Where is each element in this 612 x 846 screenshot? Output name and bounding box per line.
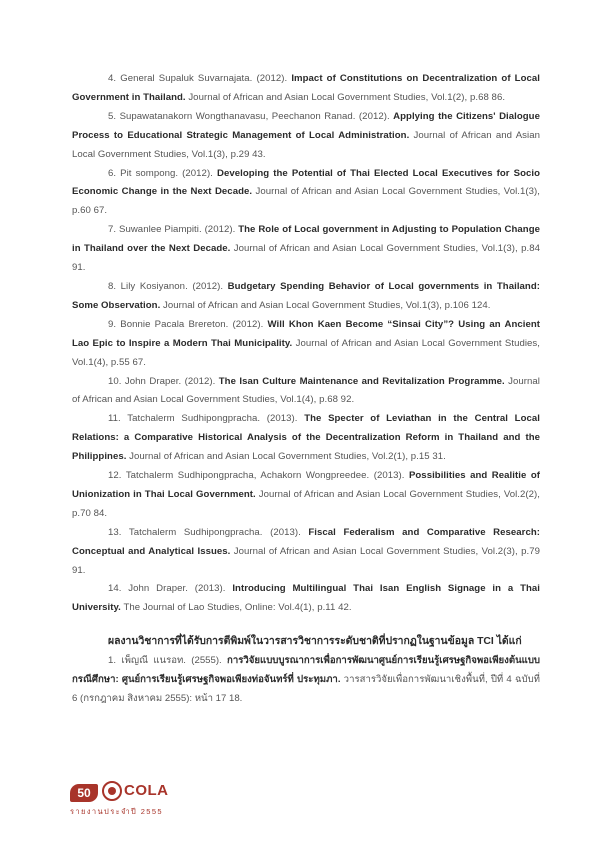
reference-lead: 6. Pit sompong. (2012). [108,167,217,179]
reference-title: The Specter of Leviathan in the Central Local Relations: a Comparative Historical Analysis of the Decentralization Reform in Thailand and the Philippines. [72,413,540,463]
reference-lead: 5. Supawatanakorn Wongthanavasu, Peechanon Ranad. (2012). [108,110,394,122]
reference-title: Fiscal Federalism and Comparative Research: Conceptual and Analytical Issues. [72,526,540,557]
reference-lead: 11. Tatchalerm Sudhipongpracha. (2013). [108,413,305,425]
reference-item [72,221,540,278]
reference-lead: 4. General Supaluk Suvarnajata. (2012). [108,73,292,84]
reference-rest: Journal of African and Asian Local Government Studies, Vol.1(4), p.68 92. [72,375,540,406]
reference-title: Possibilities and Realitie of Unionization in Thai Local Government. [72,470,540,500]
reference-rest: Journal of African and Asian Local Government Studies, Vol.1(2), p.68 86. [185,91,506,103]
reference-item [72,524,540,581]
reference-lead: 7. Suwanlee Piampiti. (2012). [108,224,239,236]
reference-item [72,108,540,165]
reference-lead: 12. Tatchalerm Sudhipongpracha, Achakorn Wongpreedee. (2013). [108,470,409,482]
document-body [72,70,540,709]
thai-reference-list [72,652,540,709]
reference-title: The Isan Culture Maintenance and Revitalization Programme. [218,375,505,387]
reference-title: Applying the Citizens' Dialogue Process to Educational Strategic Management of Local Administration. [72,110,540,141]
page-number: 50 [70,784,98,802]
footer-subtitle: รายงานประจำปี 2555 [70,807,163,816]
reference-title: Impact of Constitutions on Decentralization of Local Government in Thailand. [72,73,540,103]
reference-title: Will Khon Kaen Become “Sinsai City”? Using an Ancient Lao Epic to Inspire a Modern Thai Municipality. [72,318,540,349]
reference-rest: Journal of African and Asian Local Government Studies, Vol.1(4), p.55 67. [72,337,540,368]
reference-item [72,165,540,222]
reference-title: The Role of Local government in Adjusting to Population Change in Thailand over the Next Decade. [72,224,541,255]
reference-lead: 9. Bonnie Pacala Brereton. (2012). [108,318,268,330]
reference-lead: 1. เพ็ญณี แนรอท. (2555). [108,655,228,667]
reference-item [72,580,540,618]
reference-item [72,373,540,411]
reference-rest: Journal of African and Asian Local Government Studies, Vol.1(3), p.84 91. [72,243,540,274]
reference-rest: Journal of African and Asian Local Government Studies, Vol.1(3), p.106 124. [160,299,491,311]
reference-item [72,467,540,524]
cola-logo-text: COLA [124,782,169,799]
reference-rest: วารสารวิจัยเพื่อการพัฒนาเชิงพื้นที่, ปีที่ 4 ฉบับที่ 6 (กรกฎาคม สิงหาคม 2555): หน้า 17 18. [72,674,540,705]
reference-lead: 13. Tatchalerm Sudhipongpracha. (2013). [108,526,309,538]
reference-item [72,70,540,108]
reference-lead: 14. John Draper. (2013). [108,583,233,595]
page-footer [68,778,188,838]
reference-title: Introducing Multilingual Thai Isan English Signage in a Thai University. [72,583,540,614]
reference-rest: Journal of African and Asian Local Government Studies, Vol.2(3), p.79 91. [72,545,540,576]
reference-item [72,652,540,709]
reference-rest: The Journal of Lao Studies, Online: Vol.4(1), p.11 42. [120,602,352,614]
reference-item [72,316,540,373]
reference-rest: Journal of African and Asian Local Government Studies, Vol.1(3), p.29 43. [72,129,540,160]
reference-title: การวิจัยแบบบูรณาการเพื่อการพัฒนาศูนย์การเรียนรู้เศรษฐกิจพอเพียงต้นแบบ กรณีศึกษา: ศูนย์การเรียนรู้เศรษฐกิจพอเพียงท่อจันทร์ที่ ประทุมภา. [72,655,540,686]
reference-item [72,278,540,316]
reference-title: Budgetary Spending Behavior of Local governments in Thailand: Some Observation. [72,280,540,311]
reference-item [72,410,540,467]
reference-rest: Journal of African and Asian Local Government Studies, Vol.1(3), p.60 67. [72,186,540,217]
section-heading: ผลงานวิชาการที่ได้รับการตีพิมพ์ในวารสารวิชาการระดับชาติที่ปรากฏในฐานข้อมูล TCI ได้แก่ [108,636,522,648]
reference-lead: 10. John Draper. (2012). [108,375,219,387]
reference-rest: Journal of African and Asian Local Government Studies, Vol.2(2), p.70 84. [72,488,540,519]
reference-rest: Journal of African and Asian Local Government Studies, Vol.2(1), p.15 31. [126,451,446,463]
reference-lead: 8. Lily Kosiyanon. (2012). [108,280,228,292]
cola-logo-icon [102,781,122,801]
reference-title: Developing the Potential of Thai Elected Local Executives for Socio Economic Change in the Next Decade. [72,167,541,198]
reference-list [72,70,540,618]
